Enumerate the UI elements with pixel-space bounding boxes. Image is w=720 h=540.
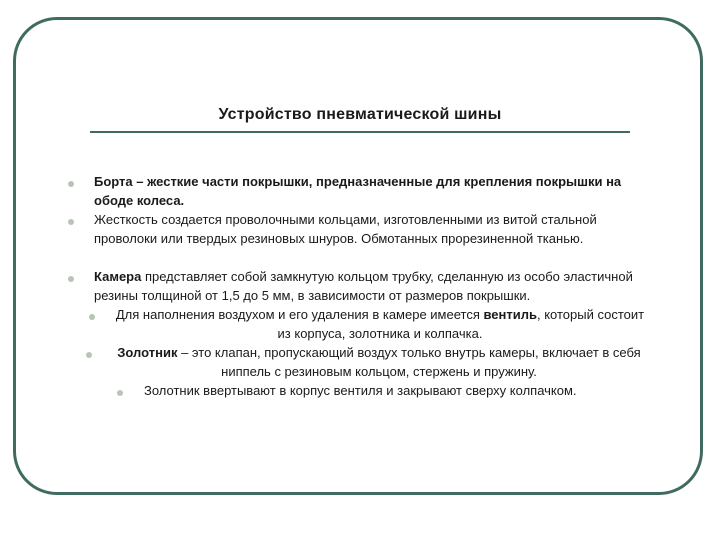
bullet-4-bold: вентиль — [483, 307, 537, 322]
slide-frame — [13, 17, 703, 495]
slide-title: Устройство пневматической шины — [218, 106, 502, 123]
bullet-4-before: Для наполнения воздухом и его удаления в камере имеется — [115, 307, 484, 322]
bullet-6-text: Золотник ввертывают в корпус вентиля и закрывают сверху колпачком. — [144, 383, 577, 398]
bullet-5-text — [108, 343, 650, 381]
bullet-3-text — [94, 267, 656, 305]
bullet-5-bold: Золотник — [117, 345, 178, 360]
bullet-2-text: Жесткость создается проволочными кольцами, изготовленными из витой стальной проволоки или твердых резиновых шнуров. Обмотанных прорезиненной тканью. — [94, 212, 597, 246]
bullet-4-text — [110, 305, 650, 343]
bullet-dot-6 — [117, 390, 123, 396]
bullet-5-rest: – это клапан, пропускающий воздух только внутрь камеры, включает в себя ниппель с резиновым кольцом, стержень и пружину. — [177, 345, 641, 379]
bullet-4-after: , который состоит из корпуса, золотника и колпачка. — [277, 307, 645, 341]
bullet-1-text: Борта – жесткие части покрышки, предназначенные для крепления покрышки на ободе колеса. — [94, 174, 622, 208]
bullet-dot-5 — [86, 352, 92, 358]
bullet-dot-1 — [68, 181, 74, 187]
bullet-3-bold: Камера — [94, 269, 142, 284]
bullet-dot-3 — [68, 276, 74, 282]
title-underline — [90, 131, 630, 133]
bullet-3-rest: представляет собой замкнутую кольцом трубку, сделанную из особо эластичной резины толщиной от 1,5 до 5 мм, в зависимости от размеров покрышки. — [94, 269, 633, 303]
bullet-dot-2 — [68, 219, 74, 225]
bullet-dot-4 — [89, 314, 95, 320]
